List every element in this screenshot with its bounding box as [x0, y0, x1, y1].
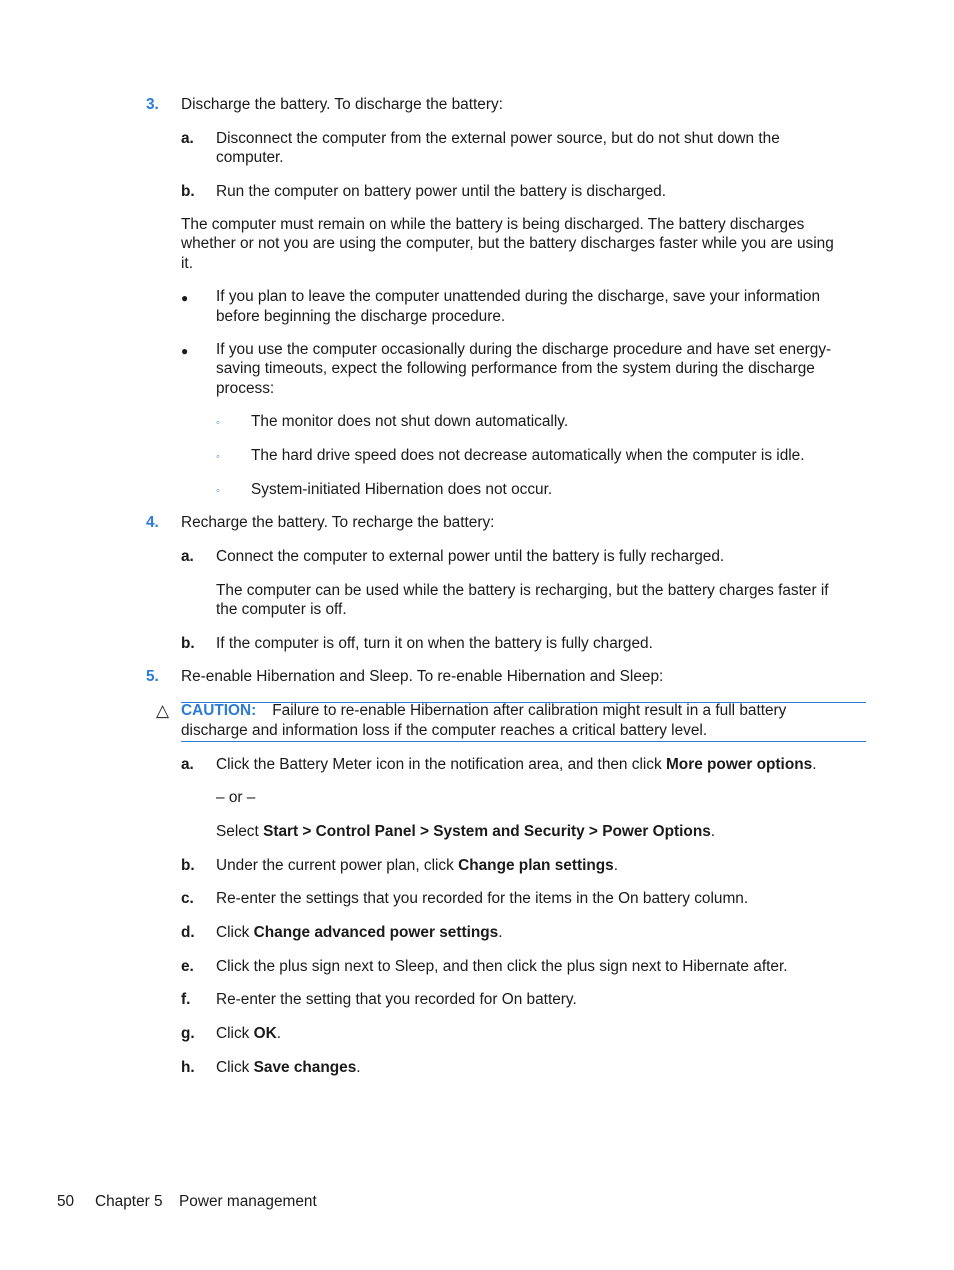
substep-text-part: . [276, 1025, 281, 1042]
sub-bullet-text: The monitor does not shut down automatically. [251, 413, 569, 430]
substep-text-part: Click [216, 924, 254, 941]
sub-bullet-icon: ◦ [216, 451, 220, 463]
sub-bullet-text: System-initiated Hibernation does not occur. [251, 481, 553, 498]
paragraph-line: The computer must remain on while the battery is being discharged. The battery discharges [181, 216, 805, 233]
caution-text: Failure to re-enable Hibernation after calibration might result in a full battery [272, 702, 787, 719]
footer-chapter: Chapter 5 [95, 1193, 163, 1210]
substep-text-part: . [812, 756, 817, 773]
substep-text-part: . [613, 857, 619, 874]
substep-label: g. [181, 1025, 195, 1042]
step-text: Recharge the battery. To recharge the battery: [181, 514, 495, 531]
step-text: Discharge the battery. To discharge the battery: [181, 96, 503, 113]
step-number: 5. [146, 668, 159, 685]
caution-text: discharge and information loss if the computer reaches a critical battery level. [181, 722, 708, 739]
substep-text-part: Select [216, 823, 264, 840]
substep-text: Re-enter the settings that you recorded for the items in the On battery column. [216, 890, 749, 907]
substep-text-part: Click [216, 1059, 254, 1076]
paragraph-line: it. [181, 255, 193, 272]
substep-text: Run the computer on battery power until the battery is discharged. [216, 183, 666, 200]
ui-term: Change plan settings [458, 857, 614, 874]
bullet-icon: ● [181, 344, 189, 358]
page-number: 50 [57, 1193, 75, 1210]
substep-text-part: . [356, 1059, 361, 1076]
sub-bullet-text: The hard drive speed does not decrease automatically when the computer is idle. [251, 447, 805, 464]
sub-bullet-icon: ◦ [216, 485, 220, 497]
substep-text-part: Under the current power plan, click [216, 857, 459, 874]
paragraph-line: whether or not you are using the computer, but the battery discharges faster while you are using [181, 235, 834, 252]
caution-icon: △ [156, 701, 170, 720]
substep-text-part: Click [216, 1025, 254, 1042]
bullet-text: before beginning the discharge procedure. [216, 308, 506, 325]
ui-path: Start > Control Panel > System and Security > Power Options [263, 823, 711, 840]
substep-label: h. [181, 1059, 195, 1076]
ui-term: Change advanced power settings [253, 924, 499, 941]
substep-text [216, 822, 715, 842]
caution-label: CAUTION: [181, 702, 257, 719]
footer-title: Power management [179, 1193, 317, 1210]
note-line: The computer can be used while the battery is recharging, but the battery charges faster if [216, 582, 829, 599]
bullet-icon: ● [181, 291, 189, 305]
substep-text: Click the plus sign next to Sleep, and then click the plus sign next to Hibernate after. [216, 958, 788, 975]
substep-label: f. [181, 991, 191, 1008]
step-text: Re-enable Hibernation and Sleep. To re-enable Hibernation and Sleep: [181, 668, 664, 685]
substep-text: Disconnect the computer from the external power source, but do not shut down the [216, 130, 780, 147]
substep-label: a. [181, 130, 194, 147]
substep-text: computer. [216, 149, 284, 166]
bullet-text: If you use the computer occasionally during the discharge procedure and have set energy- [216, 341, 832, 358]
substep-text-part: Click the Battery Meter icon in the notification area, and then click [216, 756, 666, 773]
substep-label: b. [181, 857, 195, 874]
substep-label: d. [181, 924, 195, 941]
substep-label: c. [181, 890, 194, 907]
caution-bottom-rule [181, 741, 866, 742]
substep-text-part: . [710, 823, 716, 840]
or-separator: – or – [216, 789, 256, 806]
bullet-text: saving timeouts, expect the following performance from the system during the discharge [216, 360, 815, 377]
substep-text [216, 1024, 281, 1044]
note-line: the computer is off. [216, 601, 347, 618]
substep-text: If the computer is off, turn it on when the battery is fully charged. [216, 635, 653, 652]
substep-label: a. [181, 756, 194, 773]
substep-text [216, 1058, 361, 1078]
substep-label: e. [181, 958, 194, 975]
substep-text [216, 923, 503, 943]
substep-label: b. [181, 635, 195, 652]
caution-line [181, 701, 786, 721]
ui-term: Save changes [253, 1059, 357, 1076]
step-number: 4. [146, 514, 159, 531]
substep-text: Re-enter the setting that you recorded for On battery. [216, 991, 577, 1008]
substep-text-part: . [498, 924, 503, 941]
step-number: 3. [146, 96, 159, 113]
bullet-text: If you plan to leave the computer unattended during the discharge, save your information [216, 288, 821, 305]
substep-text: Connect the computer to external power until the battery is fully recharged. [216, 548, 725, 565]
ui-term: OK [253, 1025, 277, 1042]
sub-bullet-icon: ◦ [216, 417, 220, 429]
ui-term: More power options [665, 756, 813, 773]
substep-text [216, 755, 816, 775]
substep-label: b. [181, 183, 195, 200]
substep-label: a. [181, 548, 194, 565]
substep-text [216, 856, 618, 876]
bullet-text: process: [216, 380, 275, 397]
